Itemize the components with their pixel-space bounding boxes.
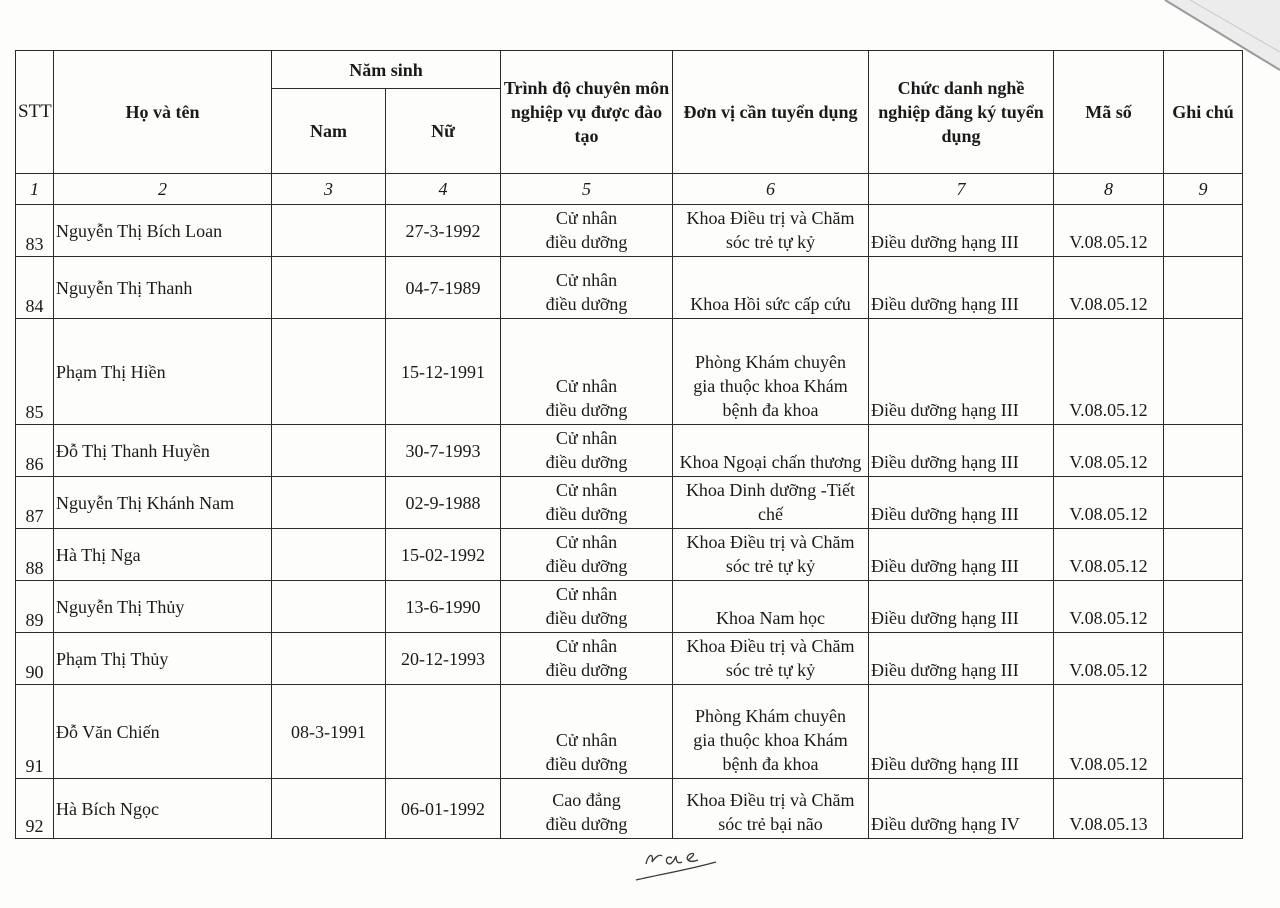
birth-male-cell — [272, 425, 386, 477]
qualification-line: Cử nhân — [555, 376, 618, 396]
unit-cell — [673, 319, 869, 425]
job-title-cell — [869, 685, 1054, 779]
full-name: Nguyễn Thị Thủy — [56, 596, 185, 617]
column-number: 9 — [1164, 174, 1243, 205]
birth-male-cell — [272, 581, 386, 633]
unit-cell — [673, 529, 869, 581]
birth-male-cell — [272, 779, 386, 839]
birth-female-cell — [386, 581, 501, 633]
qualification-cell — [501, 257, 673, 319]
unit-line: gia thuộc khoa Khám — [693, 376, 848, 396]
header-name: Họ và tên — [54, 51, 272, 174]
birth-female-cell — [386, 477, 501, 529]
unit-line: gia thuộc khoa Khám — [693, 730, 848, 750]
qualification-line: Cử nhân — [555, 636, 618, 656]
qualification-line: Cử nhân — [555, 428, 618, 448]
birth-male-cell — [272, 529, 386, 581]
unit-line: chế — [758, 504, 783, 524]
unit-line: sóc trẻ tự kỷ — [725, 660, 816, 680]
row-number-cell — [16, 319, 54, 425]
full-name-cell — [54, 425, 272, 477]
unit-cell — [673, 425, 869, 477]
unit-line: bệnh đa khoa — [722, 754, 819, 774]
birth-male-cell — [272, 205, 386, 257]
full-name: Hà Bích Ngọc — [56, 798, 159, 819]
full-name-cell — [54, 477, 272, 529]
table-row — [16, 529, 1243, 581]
code-cell — [1054, 633, 1164, 685]
unit-line: sóc trẻ tự kỷ — [725, 556, 816, 576]
column-number: 6 — [673, 174, 869, 205]
job-code: V.08.05.12 — [1069, 660, 1148, 680]
qualification-line: Cử nhân — [555, 208, 618, 228]
birth-male-cell — [272, 477, 386, 529]
job-title-cell — [869, 779, 1054, 839]
column-number: 5 — [501, 174, 673, 205]
job-title: Điều dưỡng hạng III — [871, 754, 1019, 774]
birth-date-female: 27-3-1992 — [405, 220, 481, 241]
header-unit: Đơn vị cần tuyển dụng — [673, 51, 869, 174]
table-row — [16, 581, 1243, 633]
header-job-title: Chức danh nghề nghiệp đăng ký tuyển dụng — [869, 51, 1054, 174]
note-cell — [1164, 205, 1243, 257]
note-cell — [1164, 319, 1243, 425]
full-name: Phạm Thị Thủy — [56, 648, 169, 669]
full-name: Nguyễn Thị Thanh — [56, 277, 193, 298]
job-title: Điều dưỡng hạng III — [871, 608, 1019, 628]
unit-line: sóc trẻ bại não — [718, 814, 823, 834]
birth-male-cell — [272, 633, 386, 685]
code-cell — [1054, 319, 1164, 425]
unit-line: Khoa Điều trị và Chăm — [686, 790, 855, 810]
job-title-cell — [869, 257, 1054, 319]
handwritten-initials — [632, 840, 722, 885]
birth-date-male: 08-3-1991 — [291, 721, 366, 742]
birth-female-cell — [386, 685, 501, 779]
qualification-line: Cử nhân — [555, 730, 618, 750]
full-name-cell — [54, 319, 272, 425]
birth-female-cell — [386, 319, 501, 425]
job-title-cell — [869, 319, 1054, 425]
row-number-cell — [16, 205, 54, 257]
qualification-line: điều dưỡng — [545, 504, 628, 524]
table-row — [16, 205, 1243, 257]
qualification-cell — [501, 633, 673, 685]
full-name: Đỗ Thị Thanh Huyền — [56, 440, 210, 461]
row-number: 91 — [25, 756, 44, 776]
unit-line: Khoa Ngoại chấn thương — [679, 452, 862, 472]
job-title-cell — [869, 529, 1054, 581]
column-number: 4 — [386, 174, 501, 205]
job-code: V.08.05.12 — [1069, 400, 1148, 420]
header-birth-year: Năm sinh — [272, 51, 501, 89]
full-name-cell — [54, 581, 272, 633]
unit-line: Phòng Khám chuyên — [695, 706, 846, 726]
table-row — [16, 477, 1243, 529]
job-title: Điều dưỡng hạng III — [871, 400, 1019, 420]
job-title: Điều dưỡng hạng III — [871, 294, 1019, 314]
job-code: V.08.05.12 — [1069, 294, 1148, 314]
table-row — [16, 257, 1243, 319]
qualification-line: điều dưỡng — [545, 754, 628, 774]
unit-line: Khoa Điều trị và Chăm — [686, 532, 855, 552]
code-cell — [1054, 779, 1164, 839]
birth-date-female: 02-9-1988 — [405, 492, 481, 513]
qualification-cell — [501, 529, 673, 581]
note-cell — [1164, 425, 1243, 477]
unit-cell — [673, 477, 869, 529]
qualification-line: điều dưỡng — [545, 232, 628, 252]
birth-female-cell — [386, 779, 501, 839]
row-number: 92 — [25, 816, 44, 836]
unit-cell — [673, 257, 869, 319]
header-note: Ghi chú — [1164, 51, 1243, 174]
column-number: 2 — [54, 174, 272, 205]
job-title-cell — [869, 633, 1054, 685]
code-cell — [1054, 205, 1164, 257]
birth-female-cell — [386, 529, 501, 581]
note-cell — [1164, 477, 1243, 529]
unit-line: Khoa Điều trị và Chăm — [686, 208, 855, 228]
birth-female-cell — [386, 205, 501, 257]
unit-cell — [673, 581, 869, 633]
full-name: Đỗ Văn Chiến — [56, 721, 160, 742]
code-cell — [1054, 477, 1164, 529]
job-title: Điều dưỡng hạng III — [871, 660, 1019, 680]
code-cell — [1054, 529, 1164, 581]
column-number-row — [16, 174, 1243, 205]
job-code: V.08.05.12 — [1069, 556, 1148, 576]
job-title: Điều dưỡng hạng IV — [871, 814, 1020, 834]
code-cell — [1054, 425, 1164, 477]
full-name-cell — [54, 257, 272, 319]
row-number-cell — [16, 581, 54, 633]
job-code: V.08.05.12 — [1069, 232, 1148, 252]
row-number: 90 — [25, 662, 44, 682]
note-cell — [1164, 581, 1243, 633]
unit-cell — [673, 779, 869, 839]
table-body — [16, 174, 1243, 839]
qualification-cell — [501, 685, 673, 779]
birth-date-female: 15-02-1992 — [401, 544, 485, 565]
qualification-line: Cử nhân — [555, 532, 618, 552]
unit-line: Khoa Nam học — [716, 608, 825, 628]
qualification-line: điều dưỡng — [545, 452, 628, 472]
column-number: 7 — [869, 174, 1054, 205]
unit-cell — [673, 205, 869, 257]
birth-male-cell — [272, 685, 386, 779]
row-number-cell — [16, 257, 54, 319]
unit-cell — [673, 633, 869, 685]
row-number: 84 — [25, 296, 44, 316]
job-code: V.08.05.12 — [1069, 452, 1148, 472]
birth-female-cell — [386, 633, 501, 685]
qualification-line: điều dưỡng — [545, 400, 628, 420]
row-number-cell — [16, 685, 54, 779]
qualification-line: Cử nhân — [555, 584, 618, 604]
job-code: V.08.05.12 — [1069, 754, 1148, 774]
full-name-cell — [54, 529, 272, 581]
qualification-cell — [501, 477, 673, 529]
birth-male-cell — [272, 257, 386, 319]
row-number: 87 — [25, 506, 44, 526]
job-title: Điều dưỡng hạng III — [871, 232, 1019, 252]
full-name-cell — [54, 779, 272, 839]
qualification-line: điều dưỡng — [545, 608, 628, 628]
note-cell — [1164, 633, 1243, 685]
job-title-cell — [869, 205, 1054, 257]
header-row-1 — [16, 51, 1243, 89]
job-title: Điều dưỡng hạng III — [871, 452, 1019, 472]
table-row — [16, 425, 1243, 477]
table-row — [16, 633, 1243, 685]
row-number: 85 — [25, 402, 44, 422]
qualification-line: điều dưỡng — [545, 294, 628, 314]
full-name-cell — [54, 685, 272, 779]
unit-line: Phòng Khám chuyên — [695, 352, 846, 372]
job-title-cell — [869, 581, 1054, 633]
column-number: 8 — [1054, 174, 1164, 205]
row-number: 88 — [25, 558, 44, 578]
qualification-cell — [501, 319, 673, 425]
qualification-cell — [501, 205, 673, 257]
row-number-cell — [16, 425, 54, 477]
header-code: Mã số — [1054, 51, 1164, 174]
birth-female-cell — [386, 425, 501, 477]
qualification-line: điều dưỡng — [545, 814, 628, 834]
birth-date-female: 13-6-1990 — [405, 596, 481, 617]
row-number-cell — [16, 633, 54, 685]
column-number: 3 — [272, 174, 386, 205]
code-cell — [1054, 685, 1164, 779]
birth-date-female: 04-7-1989 — [405, 277, 481, 298]
full-name: Phạm Thị Hiền — [56, 361, 166, 382]
full-name: Hà Thị Nga — [56, 544, 141, 565]
unit-line: Khoa Dinh dưỡng -Tiết — [685, 480, 856, 500]
note-cell — [1164, 257, 1243, 319]
header-qualification: Trình độ chuyên môn nghiệp vụ được đào tạo — [501, 51, 673, 174]
row-number-cell — [16, 779, 54, 839]
unit-line: Khoa Điều trị và Chăm — [686, 636, 855, 656]
unit-line: sóc trẻ tự kỷ — [725, 232, 816, 252]
birth-date-female: 20-12-1993 — [401, 648, 485, 669]
birth-date-female: 06-01-1992 — [401, 798, 485, 819]
job-code: V.08.05.13 — [1069, 814, 1148, 834]
qualification-cell — [501, 779, 673, 839]
job-code: V.08.05.12 — [1069, 504, 1148, 524]
job-title: Điều dưỡng hạng III — [871, 504, 1019, 524]
birth-date-female: 15-12-1991 — [401, 361, 485, 382]
birth-female-cell — [386, 257, 501, 319]
note-cell — [1164, 779, 1243, 839]
qualification-line: Cử nhân — [555, 270, 618, 290]
recruitment-table — [15, 50, 1243, 839]
full-name: Nguyễn Thị Khánh Nam — [56, 492, 235, 513]
birth-male-cell — [272, 319, 386, 425]
table-row — [16, 319, 1243, 425]
qualification-line: Cao đẳng — [552, 790, 621, 810]
full-name-cell — [54, 205, 272, 257]
qualification-line: điều dưỡng — [545, 556, 628, 576]
qualification-line: Cử nhân — [555, 480, 618, 500]
code-cell — [1054, 257, 1164, 319]
row-number-cell — [16, 529, 54, 581]
header-female: Nữ — [386, 89, 501, 174]
qualification-cell — [501, 425, 673, 477]
job-title-cell — [869, 425, 1054, 477]
table-row — [16, 685, 1243, 779]
code-cell — [1054, 581, 1164, 633]
unit-line: Khoa Hồi sức cấp cứu — [690, 294, 851, 314]
table-row — [16, 779, 1243, 839]
birth-date-female: 30-7-1993 — [405, 440, 481, 461]
row-number: 89 — [25, 610, 44, 630]
job-title: Điều dưỡng hạng III — [871, 556, 1019, 576]
row-number-cell — [16, 477, 54, 529]
qualification-cell — [501, 581, 673, 633]
header-stt: STT — [16, 51, 54, 174]
row-number: 86 — [25, 454, 44, 474]
qualification-line: điều dưỡng — [545, 660, 628, 680]
note-cell — [1164, 685, 1243, 779]
unit-cell — [673, 685, 869, 779]
job-title-cell — [869, 477, 1054, 529]
row-number: 83 — [25, 234, 44, 254]
job-code: V.08.05.12 — [1069, 608, 1148, 628]
unit-line: bệnh đa khoa — [722, 400, 819, 420]
note-cell — [1164, 529, 1243, 581]
column-number: 1 — [16, 174, 54, 205]
full-name-cell — [54, 633, 272, 685]
header-male: Nam — [272, 89, 386, 174]
full-name: Nguyễn Thị Bích Loan — [56, 220, 223, 241]
